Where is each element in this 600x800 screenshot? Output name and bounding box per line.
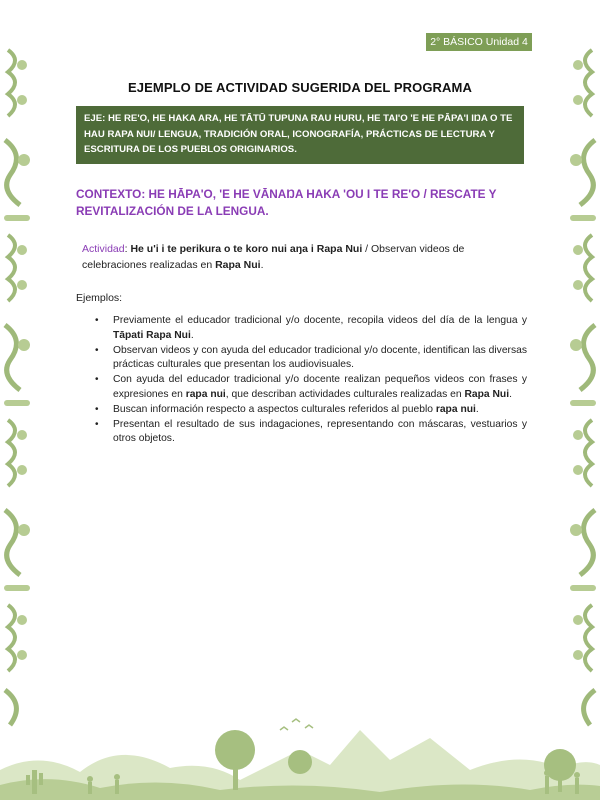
footer-landscape-illustration: [0, 710, 600, 800]
actividad-separator: :: [124, 243, 131, 255]
list-item: [95, 418, 527, 448]
eje-box: [76, 106, 524, 164]
list-item-bold: Tāpati Rapa Nui: [113, 329, 191, 341]
examples-list: [95, 314, 527, 447]
list-item-end: .: [190, 329, 194, 341]
actividad-label: Actividad: [82, 243, 125, 255]
actividad-place: Rapa Nui: [215, 259, 261, 271]
bullet-icon: •: [95, 374, 99, 386]
actividad-paragraph: [82, 241, 532, 273]
list-item-end: .: [509, 388, 512, 400]
bullet-icon: •: [95, 403, 99, 415]
list-item: [95, 344, 527, 374]
bullet-icon: •: [95, 344, 99, 356]
decorative-border-right: [566, 40, 600, 740]
list-item-bold: rapa nui: [185, 388, 226, 400]
list-item-text: Previamente el educador tradicional y/o docente, recopila videos del día de la lengua y: [113, 315, 527, 326]
page-title: EJEMPLO DE ACTIVIDAD SUGERIDA DEL PROGRAMA: [128, 80, 472, 95]
actividad-text: / Observan videos de celebraciones realizadas en: [82, 243, 465, 271]
list-item: [95, 403, 527, 418]
list-item-text: Observan videos y con ayuda del educador tradicional y/o docente, identifican las diversas prácticas culturales que presentan los audiovisuales.: [113, 344, 527, 371]
bullet-icon: •: [95, 418, 99, 430]
unit-badge: 2° BÁSICO Unidad 4: [426, 33, 532, 51]
list-item: [95, 314, 527, 344]
list-item-text: Con ayuda del educador tradicional y/o docente realizan pequeños videos con frases y expresiones en: [113, 374, 527, 400]
actividad-end: .: [260, 259, 264, 271]
eje-text: EJE: HE RE'O, HE HAKA ARA, HE TĀTŪ TUPUNA RAU HURU, HE TAI'O 'E HE PĀPA'I IŊA O TE HAU RAPA NUI/ LENGUA, TRADICIÓN ORAL, ICONOGRAFÍA, PRÁCTICAS DE LECTURA Y ESCRITURA DE LOS PUEBLOS ORIGINARIOS.: [84, 113, 513, 155]
list-item-bold: rapa nui: [435, 403, 476, 415]
list-item-text-mid: , que describan actividades culturales realizadas en: [225, 388, 465, 400]
actividad-title: He u'i i te perikura o te koro nui aŋa i Rapa Nui: [130, 243, 363, 255]
list-item-bold-2: Rapa Nui: [464, 388, 510, 400]
contexto-heading: CONTEXTO: HE HĀPA'O, 'E HE VĀNAŊA HAKA 'OU I TE RE'O / RESCATE Y REVITALIZACIÓN DE LA LENGUA.: [76, 187, 497, 218]
list-item-end: .: [475, 403, 479, 415]
ejemplos-label: Ejemplos:: [76, 292, 123, 304]
decorative-border-left: [0, 40, 34, 740]
list-item-text: Presentan el resultado de sus indagaciones, representando con máscaras, vestuarios y otros objetos.: [113, 418, 527, 445]
list-item-text: Buscan información respecto a aspectos culturales referidos al pueblo: [113, 403, 436, 415]
list-item: [95, 373, 527, 403]
bullet-icon: •: [95, 315, 99, 326]
